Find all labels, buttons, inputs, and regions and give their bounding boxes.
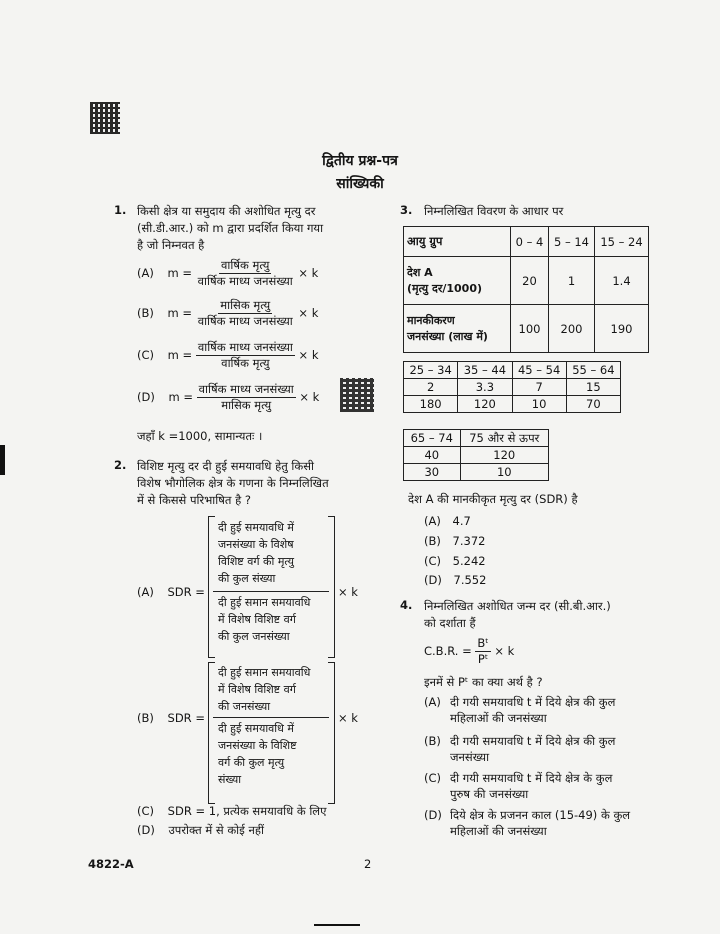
table-cell: 120 — [460, 447, 548, 464]
option-label: (A) — [424, 695, 441, 709]
q1-option-c[interactable] — [137, 340, 319, 371]
numerator: वार्षिक मृत्यु — [221, 258, 270, 272]
q2-number: 2. — [114, 458, 127, 472]
option-text — [450, 807, 660, 839]
option-text-line: दी गयी समयावधि t में दिये क्षेत्र की कुल — [450, 734, 616, 748]
formula-lhs: SDR = — [167, 585, 205, 599]
numerator-line: दी हुई समयावधि में — [218, 521, 294, 534]
denominator: वार्षिक माध्य जनसंख्या — [197, 314, 293, 328]
paper-title: द्वितीय प्रश्न-पत्र — [322, 153, 398, 169]
denominator: मासिक मृत्यु — [221, 398, 272, 412]
option-text — [450, 694, 660, 726]
table-header: 0 – 4 — [511, 227, 549, 257]
option-text-line: महिलाओं की जनसंख्या — [450, 824, 547, 838]
option-text-line: दिये क्षेत्र के प्रजनन काल (15-49) के कुल — [450, 808, 631, 822]
option-text-line: महिलाओं की जनसंख्या — [450, 711, 547, 725]
option-text: 4.7 — [452, 514, 471, 528]
option-label: (B) — [137, 306, 154, 320]
q3-question: देश A की मानकीकृत मृत्यु दर (SDR) है — [408, 492, 578, 506]
q3-text: निम्नलिखित विवरण के आधार पर — [424, 204, 564, 218]
q2-line: में से किससे परिभाषित है ? — [137, 493, 251, 507]
denominator: Pᵗ — [477, 652, 489, 666]
formula-lhs: SDR = — [167, 711, 205, 725]
fraction-bar — [213, 717, 329, 718]
q4-option-b[interactable] — [424, 733, 660, 765]
table-header: 55 – 64 — [566, 362, 620, 379]
multiplier: × k — [299, 390, 320, 404]
numerator: वार्षिक माध्य जनसंख्या — [197, 340, 293, 354]
table-header-row — [404, 227, 649, 257]
table-row — [404, 447, 549, 464]
table-header: 75 और से ऊपर — [460, 430, 548, 447]
option-label: (C) — [137, 804, 155, 818]
fraction — [196, 298, 295, 329]
table-header: 65 – 74 — [404, 430, 461, 447]
option-label: (C) — [424, 771, 442, 785]
option-label: (A) — [137, 585, 154, 599]
q4-line: को दर्शाता हैं — [424, 616, 476, 630]
option-text: 5.242 — [452, 554, 486, 568]
denominator-line: वर्ग की कुल मृत्यु — [218, 756, 285, 769]
q4-number: 4. — [400, 598, 413, 612]
table-header: 45 – 54 — [512, 362, 566, 379]
scan-edge-mark — [0, 445, 5, 475]
q2-line: विशिष्ट मृत्यु दर दी हुई समयावधि हेतु किसी — [137, 459, 314, 473]
multiplier: × k — [298, 306, 319, 320]
table-row — [404, 396, 621, 413]
table-header-row — [404, 430, 549, 447]
table-cell: 200 — [548, 305, 594, 353]
option-label: (B) — [424, 734, 441, 748]
denominator-line: दी हुई समान समयावधि — [218, 596, 311, 609]
table-cell: 40 — [404, 447, 461, 464]
option-label: (D) — [137, 823, 155, 837]
option-label: (C) — [424, 554, 442, 568]
fraction-bar — [213, 591, 329, 592]
q2-option-a-label[interactable] — [137, 584, 205, 600]
multiplier: × k — [338, 585, 358, 599]
table-cell: 10 — [460, 464, 548, 481]
table-header: 15 – 24 — [594, 227, 648, 257]
q4-formula — [424, 636, 514, 667]
q1-option-d[interactable] — [137, 382, 319, 413]
q1-option-a[interactable] — [137, 258, 318, 289]
table-header-row — [404, 362, 621, 379]
fraction — [475, 636, 490, 667]
q4-option-a[interactable] — [424, 694, 660, 726]
q3-option-b[interactable] — [424, 533, 485, 549]
table-cell: 3.3 — [458, 379, 512, 396]
page-number: 2 — [364, 857, 372, 871]
table-row-label — [404, 257, 511, 305]
formula-lhs: m = — [167, 266, 192, 280]
table-header: 5 – 14 — [548, 227, 594, 257]
row-label-line: देश A — [407, 265, 433, 279]
option-text — [450, 770, 660, 802]
fraction — [196, 340, 295, 371]
numerator-line: विशिष्ट वर्ग की मृत्यु — [218, 555, 294, 568]
option-text-line: दी गयी समयावधि t में दिये क्षेत्र की कुल — [450, 695, 616, 709]
q3-table-1 — [403, 226, 649, 353]
table-cell: 30 — [404, 464, 461, 481]
denominator: वार्षिक मृत्यु — [221, 356, 270, 370]
table-header: 35 – 44 — [458, 362, 512, 379]
multiplier: × k — [494, 644, 515, 658]
denominator-line: संख्या — [218, 773, 242, 786]
option-text: 7.372 — [452, 534, 486, 548]
table-cell: 2 — [404, 379, 458, 396]
table-cell: 120 — [458, 396, 512, 413]
formula-lhs: m = — [167, 306, 193, 320]
option-text: 7.552 — [453, 573, 487, 587]
table-cell: 10 — [512, 396, 566, 413]
denominator-line: में विशेष विशिष्ट वर्ग — [218, 613, 296, 626]
option-text-line: जनसंख्या — [450, 750, 490, 764]
q2-a-denominator — [218, 594, 328, 645]
option-label: (D) — [424, 573, 442, 587]
paper-code: 4822-A — [88, 857, 134, 871]
option-label: (B) — [424, 534, 441, 548]
table-row — [404, 464, 549, 481]
subject-title: सांख्यिकी — [336, 176, 384, 192]
table-header: आयु ग्रुप — [404, 227, 511, 257]
q3-option-d[interactable] — [424, 572, 486, 588]
option-label: (D) — [424, 808, 442, 822]
q1-option-b[interactable] — [137, 298, 318, 329]
q3-number: 3. — [400, 203, 413, 217]
fraction — [197, 382, 296, 413]
formula-lhs: m = — [168, 390, 193, 404]
numerator-line: की जनसंख्या — [218, 700, 271, 713]
q1-line: किसी क्षेत्र या समुदाय की अशोधित मृत्यु दर — [137, 204, 316, 218]
numerator: मासिक मृत्यु — [220, 298, 271, 312]
qr-code-icon — [90, 102, 120, 134]
option-label: (B) — [137, 711, 154, 725]
q4-line: निम्नलिखित अशोधित जन्म दर (सी.बी.आर.) — [424, 599, 611, 613]
option-label: (A) — [137, 266, 154, 280]
table-row — [404, 257, 649, 305]
q4-option-d[interactable] — [424, 807, 660, 839]
multiplier: × k — [338, 711, 358, 725]
q1-text — [137, 203, 323, 254]
q1-note: जहाँ k =1000, सामान्यतः । — [137, 429, 263, 443]
option-text-line: पुरुष की जनसंख्या — [450, 787, 529, 801]
q2-a-numerator — [218, 519, 328, 587]
q2-b-numerator — [218, 664, 328, 715]
q2-text — [137, 458, 329, 509]
q3-table-3 — [403, 429, 549, 481]
denominator-line: की कुल जनसंख्या — [218, 630, 290, 643]
q3-option-a[interactable] — [424, 513, 471, 529]
table-cell: 20 — [511, 257, 549, 305]
denominator: वार्षिक माध्य जनसंख्या — [197, 274, 293, 288]
q2-option-d[interactable] — [137, 822, 264, 838]
table-cell: 100 — [511, 305, 549, 353]
q4-option-c[interactable] — [424, 770, 660, 802]
table-header: 25 – 34 — [404, 362, 458, 379]
row-label-line: मानकीकरण — [407, 313, 455, 327]
table-row — [404, 305, 649, 353]
table-cell: 190 — [594, 305, 648, 353]
table-cell: 1.4 — [594, 257, 648, 305]
numerator-line: दी हुई समान समयावधि — [218, 666, 311, 679]
q2-option-b-label[interactable] — [137, 710, 205, 726]
table-cell: 70 — [566, 396, 620, 413]
q4-text — [424, 598, 611, 632]
numerator: Bᵗ — [477, 636, 489, 650]
q3-option-c[interactable] — [424, 553, 486, 569]
numerator-line: में विशेष विशिष्ट वर्ग — [218, 683, 296, 696]
fraction — [196, 258, 295, 289]
formula-lhs: C.B.R. = — [424, 644, 472, 658]
q1-number: 1. — [114, 203, 127, 217]
left-bracket — [208, 662, 215, 804]
q3-table-2 — [403, 361, 621, 413]
row-label-line: जनसंख्या (लाख में) — [407, 329, 488, 343]
q2-option-c[interactable] — [137, 803, 326, 819]
q2-line: विशेष भौगोलिक क्षेत्र के गणना के निम्नलिखित — [137, 476, 329, 490]
numerator: वार्षिक माध्य जनसंख्या — [198, 382, 294, 396]
multiplier: × k — [298, 348, 319, 362]
option-label: (D) — [137, 390, 155, 404]
table-cell: 7 — [512, 379, 566, 396]
option-text — [450, 733, 660, 765]
table-cell: 15 — [566, 379, 620, 396]
option-text-line: दी गयी समयावधि t में दिये क्षेत्र के कुल — [450, 771, 613, 785]
option-label: (C) — [137, 348, 155, 362]
option-text: SDR = 1, प्रत्येक समयावधि के लिए — [167, 804, 327, 818]
table-cell: 180 — [404, 396, 458, 413]
qr-code-small-icon — [340, 378, 374, 412]
q4-question: इनमें से Pᵗ का क्या अर्थ है ? — [424, 675, 543, 689]
right-bracket — [328, 662, 335, 804]
multiplier: × k — [298, 266, 319, 280]
q2-b-denominator — [218, 720, 328, 788]
option-label: (A) — [424, 514, 441, 528]
table-cell: 1 — [548, 257, 594, 305]
table-row — [404, 379, 621, 396]
row-label-line: (मृत्यु दर/1000) — [407, 281, 483, 295]
q1-line: (सी.डी.आर.) को m द्वारा प्रदर्शित किया गया — [137, 221, 324, 235]
scan-bottom-mark — [314, 924, 360, 926]
denominator-line: दी हुई समयावधि में — [218, 722, 294, 735]
right-bracket — [328, 516, 335, 658]
q1-line: है जो निम्नवत है — [137, 238, 205, 252]
numerator-line: जनसंख्या के विशेष — [218, 538, 294, 551]
left-bracket — [208, 516, 215, 658]
denominator-line: जनसंख्या के विशिष्ट — [218, 739, 297, 752]
option-text: उपरोक्त में से कोई नहीं — [168, 823, 264, 837]
table-row-label — [404, 305, 511, 353]
formula-lhs: m = — [167, 348, 193, 362]
numerator-line: की कुल संख्या — [218, 572, 276, 585]
